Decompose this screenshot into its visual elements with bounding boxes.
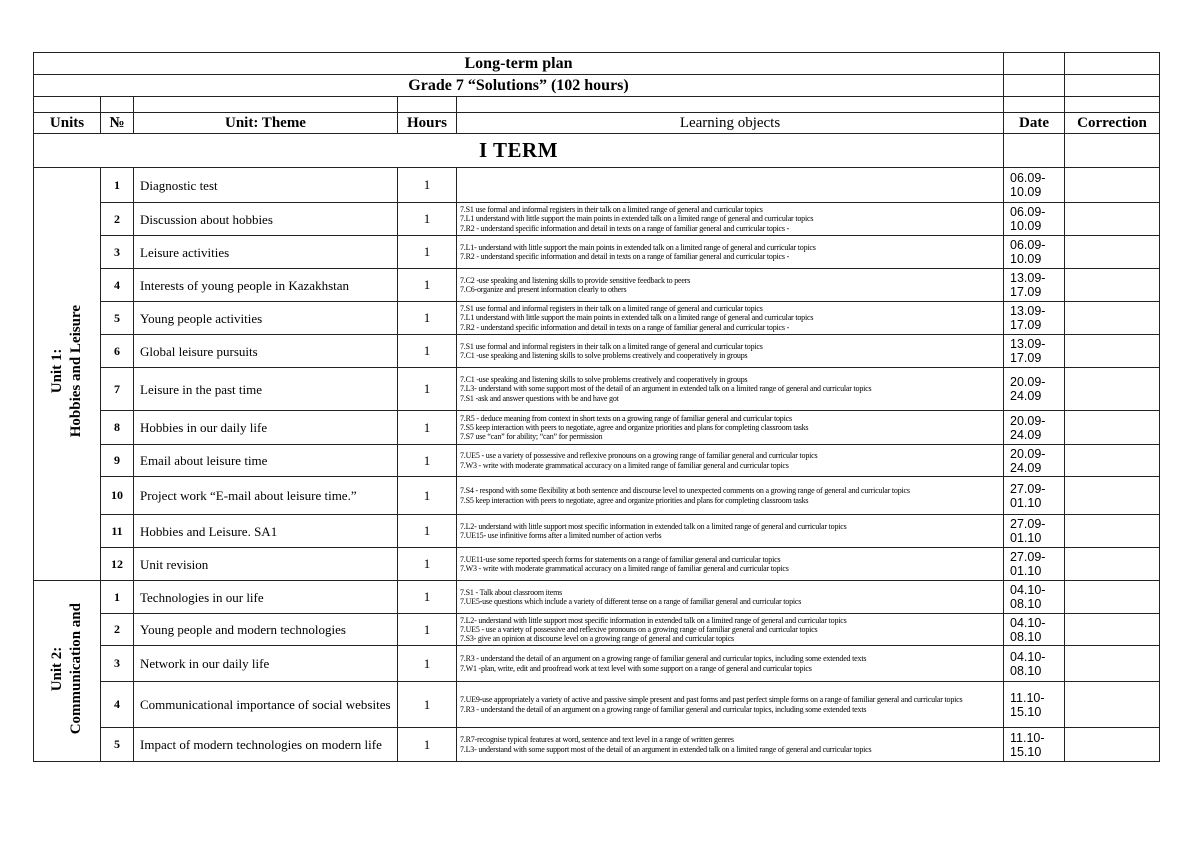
- date-line: 13.09-: [1010, 337, 1046, 351]
- lesson-date: [1004, 445, 1065, 477]
- lesson-number: 3: [101, 646, 134, 682]
- lesson-hours: 1: [398, 515, 457, 548]
- date-line: 20.09-: [1010, 375, 1046, 389]
- lesson-theme: Network in our daily life: [134, 646, 398, 682]
- lesson-number: 10: [101, 477, 134, 515]
- date-line: 17.09: [1010, 318, 1042, 332]
- lesson-row: [34, 548, 1160, 581]
- learning-objectives: [457, 581, 1004, 614]
- date-line: 24.09: [1010, 389, 1042, 403]
- objective-line: 7.W3 - write with moderate grammatical accuracy on a limited range of familiar general and curricular topics: [460, 564, 789, 573]
- lesson-theme: Young people activities: [134, 302, 398, 335]
- objective-line: 7.S1 -ask and answer questions with be and have got: [460, 393, 619, 403]
- objective-line: 7.S1 use formal and informal registers in their talk on a limited range of general and curricular topics: [460, 304, 763, 314]
- date-line: 06.09-: [1010, 238, 1046, 252]
- lesson-theme: Young people and modern technologies: [134, 614, 398, 646]
- lesson-theme: Interests of young people in Kazakhstan: [134, 269, 398, 302]
- date-line: 17.09: [1010, 351, 1042, 365]
- correction-cell: [1065, 368, 1160, 411]
- lesson-number: 6: [101, 335, 134, 368]
- header-objectives: Learning objects: [457, 113, 1004, 134]
- lesson-hours: 1: [398, 368, 457, 411]
- correction-cell: [1065, 269, 1160, 302]
- objective-line: 7.L1- understand with little support the main points in extended talk on a limited range of general and curricular topics: [460, 242, 816, 252]
- lesson-number: 3: [101, 236, 134, 269]
- lesson-row: [34, 682, 1160, 728]
- correction-cell: [1065, 682, 1160, 728]
- correction-cell: [1065, 168, 1160, 203]
- header-date: Date: [1004, 113, 1065, 134]
- learning-objectives: [457, 269, 1004, 302]
- date-line: 08.10: [1010, 629, 1042, 644]
- learning-objectives: [457, 168, 1004, 203]
- objective-line: 7.L3- understand with some support most of the detail of an argument in extended talk on a limited range of general and curricular topics: [460, 744, 872, 754]
- date-line: 04.10-: [1010, 615, 1046, 630]
- objective-line: 7.L2- understand with little support most specific information in extended talk on a limited range of general and curricular topics: [460, 615, 847, 625]
- correction-cell: [1065, 515, 1160, 548]
- objective-line: 7.R2 - understand specific information and detail in texts on a range of familiar general and curricular topics -: [460, 223, 790, 233]
- objective-line: 7.R7-recognise typical features at word, sentence and text level in a range of written genres: [460, 735, 734, 745]
- learning-objectives: [457, 477, 1004, 515]
- header-correction: Correction: [1065, 113, 1160, 134]
- lesson-row: [34, 728, 1160, 762]
- lesson-theme: Hobbies and Leisure. SA1: [134, 515, 398, 548]
- unit-name: [48, 603, 86, 734]
- objective-line: 7.L1 understand with little support the main points in extended talk on a limited range of general and curricular topics: [460, 214, 814, 224]
- date-line: 01.10: [1010, 495, 1042, 510]
- correction-cell: [1065, 477, 1160, 515]
- objective-line: 7.UE5 - use a variety of possessive and reflexive pronouns on a growing range of familiar general and curricular topics: [460, 451, 818, 461]
- lesson-number: 8: [101, 411, 134, 445]
- learning-objectives: [457, 203, 1004, 236]
- lesson-row: [34, 411, 1160, 445]
- lesson-hours: 1: [398, 335, 457, 368]
- lesson-row: [34, 302, 1160, 335]
- learning-objectives: [457, 368, 1004, 411]
- lesson-date: [1004, 368, 1065, 411]
- date-line: 20.09-: [1010, 413, 1046, 428]
- objective-line: 7.C6-organize and present information clearly to others: [460, 285, 627, 294]
- learning-objectives: [457, 728, 1004, 762]
- unit-name-cell: [34, 168, 101, 581]
- objective-line: 7.S4 - respond with some flexibility at both sentence and discourse level to unexpected comments on a growing range of general and curricular topics: [460, 486, 910, 496]
- lesson-row: [34, 236, 1160, 269]
- lesson-number: 1: [101, 581, 134, 614]
- learning-objectives: [457, 548, 1004, 581]
- objective-line: 7.S7 use “can” for ability; “can” for permission: [460, 432, 603, 442]
- lesson-theme: Communicational importance of social websites: [134, 682, 398, 728]
- header-row: [34, 113, 1160, 134]
- objective-line: 7.S1 use formal and informal registers in their talk on a limited range of general and curricular topics: [460, 341, 763, 351]
- objective-line: 7.L3- understand with some support most of the detail of an argument in extended talk on a limited range of general and curricular topics: [460, 384, 872, 394]
- lesson-row: [34, 646, 1160, 682]
- blank-row: [34, 97, 1160, 113]
- lesson-hours: 1: [398, 614, 457, 646]
- lesson-hours: 1: [398, 168, 457, 203]
- learning-objectives: [457, 411, 1004, 445]
- lesson-date: [1004, 302, 1065, 335]
- date-line: 01.10: [1010, 531, 1042, 545]
- objective-line: 7.R2 - understand specific information and detail in texts on a range of familiar general and curricular topics -: [460, 322, 790, 332]
- lesson-date: [1004, 269, 1065, 302]
- empty-cell: [1004, 75, 1065, 97]
- objective-line: 7.S3- give an opinion at discourse level on a growing range of general and curricular topics: [460, 634, 734, 644]
- learning-objectives: [457, 302, 1004, 335]
- header-units: Units: [34, 113, 101, 134]
- date-line: 01.10: [1010, 564, 1042, 578]
- lesson-hours: 1: [398, 411, 457, 445]
- date-line: 10.09: [1010, 252, 1042, 266]
- empty-cell: [1004, 134, 1065, 168]
- lesson-hours: 1: [398, 269, 457, 302]
- correction-cell: [1065, 646, 1160, 682]
- lesson-row: [34, 614, 1160, 646]
- learning-objectives: [457, 614, 1004, 646]
- lesson-theme: Impact of modern technologies on modern life: [134, 728, 398, 762]
- learning-objectives: [457, 646, 1004, 682]
- lesson-date: [1004, 477, 1065, 515]
- lesson-theme: Email about leisure time: [134, 445, 398, 477]
- unit-name-line1: Unit 2:: [49, 646, 65, 691]
- learning-objectives: [457, 236, 1004, 269]
- lesson-row: [34, 515, 1160, 548]
- date-line: 20.09-: [1010, 446, 1046, 461]
- lesson-row: [34, 477, 1160, 515]
- objective-line: 7.C1 -use speaking and listening skills to solve problems creatively and cooperatively in groups: [460, 375, 748, 385]
- lesson-theme: Leisure activities: [134, 236, 398, 269]
- objective-line: 7.UE5 - use a variety of possessive and reflexive pronouns on a growing range of familiar general and curricular topics: [460, 624, 818, 634]
- correction-cell: [1065, 728, 1160, 762]
- lesson-number: 5: [101, 728, 134, 762]
- correction-cell: [1065, 614, 1160, 646]
- lesson-theme: Unit revision: [134, 548, 398, 581]
- date-line: 10.09: [1010, 185, 1042, 199]
- lesson-hours: 1: [398, 236, 457, 269]
- lesson-hours: 1: [398, 302, 457, 335]
- objective-line: 7.W1 -plan, write, edit and proofread work at text level with some support on a range of general and curricular topics: [460, 663, 812, 673]
- objective-line: 7.UE15- use infinitive forms after a limited number of action verbs: [460, 531, 662, 540]
- date-line: 06.09-: [1010, 205, 1046, 219]
- correction-cell: [1065, 411, 1160, 445]
- objective-line: 7.R3 - understand the detail of an argument on a growing range of familiar general and curricular topics, including some extended texts: [460, 654, 867, 664]
- objective-line: 7.R3 - understand the detail of an argument on a growing range of familiar general and curricular topics, including some extended texts: [460, 704, 867, 714]
- lesson-number: 12: [101, 548, 134, 581]
- date-line: 08.10: [1010, 663, 1042, 678]
- date-line: 15.10: [1010, 744, 1042, 759]
- lesson-number: 1: [101, 168, 134, 203]
- objective-line: 7.L1 understand with little support the main points in extended talk on a limited range of general and curricular topics: [460, 313, 814, 323]
- correction-cell: [1065, 236, 1160, 269]
- lesson-hours: 1: [398, 581, 457, 614]
- lesson-hours: 1: [398, 646, 457, 682]
- lesson-date: [1004, 515, 1065, 548]
- header-number: №: [101, 113, 134, 134]
- correction-cell: [1065, 335, 1160, 368]
- lesson-hours: 1: [398, 682, 457, 728]
- lesson-number: 11: [101, 515, 134, 548]
- lesson-number: 4: [101, 682, 134, 728]
- lesson-row: [34, 203, 1160, 236]
- correction-cell: [1065, 445, 1160, 477]
- objective-line: 7.S1 use formal and informal registers in their talk on a limited range of general and curricular topics: [460, 205, 763, 215]
- lesson-date: [1004, 682, 1065, 728]
- header-hours: Hours: [398, 113, 457, 134]
- lesson-date: [1004, 548, 1065, 581]
- learning-objectives: [457, 515, 1004, 548]
- date-line: 24.09: [1010, 427, 1042, 442]
- learning-objectives: [457, 335, 1004, 368]
- lesson-date: [1004, 614, 1065, 646]
- date-line: 04.10-: [1010, 583, 1046, 597]
- unit-name-line1: Unit 1:: [49, 349, 65, 394]
- lesson-number: 5: [101, 302, 134, 335]
- lesson-hours: 1: [398, 477, 457, 515]
- date-line: 08.10: [1010, 597, 1042, 611]
- unit-name-line2: Hobbies and Leisure: [68, 305, 84, 438]
- lesson-theme: Global leisure pursuits: [134, 335, 398, 368]
- objective-line: 7.L2- understand with little support most specific information in extended talk on a limited range of general and curricular topics: [460, 521, 847, 531]
- unit-name-line2: Communication and: [68, 602, 84, 735]
- date-line: 27.09-: [1010, 481, 1046, 496]
- objective-line: 7.R2 - understand specific information and detail in texts on a range of familiar general and curricular topics -: [460, 252, 790, 261]
- lesson-date: [1004, 646, 1065, 682]
- learning-objectives: [457, 682, 1004, 728]
- objective-line: 7.C1 -use speaking and listening skills to solve problems creatively and cooperatively in groups: [460, 351, 748, 360]
- lesson-date: [1004, 728, 1065, 762]
- date-line: 13.09-: [1010, 304, 1046, 318]
- correction-cell: [1065, 203, 1160, 236]
- long-term-plan-table: [33, 52, 1160, 762]
- lesson-theme: Technologies in our life: [134, 581, 398, 614]
- date-line: 04.10-: [1010, 649, 1046, 664]
- term-row: [34, 134, 1160, 168]
- lesson-row: [34, 335, 1160, 368]
- correction-cell: [1065, 581, 1160, 614]
- header-theme: Unit: Theme: [134, 113, 398, 134]
- lesson-hours: 1: [398, 445, 457, 477]
- lesson-theme: Project work “E-mail about leisure time.”: [134, 477, 398, 515]
- correction-cell: [1065, 302, 1160, 335]
- lesson-date: [1004, 581, 1065, 614]
- lesson-number: 9: [101, 445, 134, 477]
- objective-line: 7.UE11-use some reported speech forms for statements on a range of familiar general and curricular topics: [460, 554, 781, 564]
- objective-line: 7.S1 - Talk about classroom items: [460, 587, 563, 597]
- objective-line: 7.C2 -use speaking and listening skills to provide sensitive feedback to peers: [460, 275, 691, 285]
- lesson-row: [34, 445, 1160, 477]
- lesson-date: [1004, 168, 1065, 203]
- unit-name-cell: [34, 581, 101, 762]
- correction-cell: [1065, 548, 1160, 581]
- objective-line: 7.UE9-use appropriately a variety of active and passive simple present and past forms and past perfect simple forms on a range of familiar general and curricular topics: [460, 695, 963, 705]
- lesson-date: [1004, 203, 1065, 236]
- objective-line: 7.S5 keep interaction with peers to negotiate, agree and organize priorities and plans for completing classroom tasks: [460, 422, 809, 432]
- plan-subtitle: Grade 7 “Solutions” (102 hours): [34, 75, 1004, 97]
- date-line: 15.10: [1010, 704, 1042, 719]
- lesson-number: 4: [101, 269, 134, 302]
- lesson-hours: 1: [398, 728, 457, 762]
- date-line: 13.09-: [1010, 271, 1046, 285]
- objective-line: 7.S5 keep interaction with peers to negotiate, agree and organize priorities and plans for completing classroom tasks: [460, 495, 809, 505]
- date-line: 06.09-: [1010, 171, 1046, 185]
- plan-title: Long-term plan: [34, 53, 1004, 75]
- lesson-row: [34, 581, 1160, 614]
- empty-cell: [1065, 75, 1160, 97]
- lesson-theme: Hobbies in our daily life: [134, 411, 398, 445]
- empty-cell: [1065, 134, 1160, 168]
- empty-cell: [1065, 53, 1160, 75]
- date-line: 11.10-: [1010, 730, 1045, 745]
- lesson-number: 7: [101, 368, 134, 411]
- lesson-hours: 1: [398, 203, 457, 236]
- lesson-row: [34, 168, 1160, 203]
- lesson-number: 2: [101, 614, 134, 646]
- objective-line: 7.W3 - write with moderate grammatical accuracy on a limited range of familiar general and curricular topics: [460, 460, 789, 470]
- lesson-number: 2: [101, 203, 134, 236]
- objective-line: 7.R5 - deduce meaning from context in short texts on a growing range of familiar general and curricular topics: [460, 413, 792, 423]
- lesson-date: [1004, 236, 1065, 269]
- date-line: 24.09: [1010, 460, 1042, 475]
- lesson-theme: Diagnostic test: [134, 168, 398, 203]
- objective-line: 7.UE5-use questions which include a variety of different tense on a range of familiar general and curricular topics: [460, 597, 802, 606]
- term-heading: I TERM: [34, 134, 1004, 168]
- date-line: 27.09-: [1010, 517, 1046, 531]
- empty-cell: [1004, 53, 1065, 75]
- lesson-theme: Leisure in the past time: [134, 368, 398, 411]
- unit-name: [48, 305, 86, 437]
- lesson-hours: 1: [398, 548, 457, 581]
- lesson-date: [1004, 335, 1065, 368]
- learning-objectives: [457, 445, 1004, 477]
- date-line: 17.09: [1010, 285, 1042, 299]
- lesson-theme: Discussion about hobbies: [134, 203, 398, 236]
- date-line: 27.09-: [1010, 550, 1046, 564]
- lesson-date: [1004, 411, 1065, 445]
- lesson-row: [34, 269, 1160, 302]
- date-line: 11.10-: [1010, 690, 1045, 705]
- date-line: 10.09: [1010, 219, 1042, 233]
- lesson-row: [34, 368, 1160, 411]
